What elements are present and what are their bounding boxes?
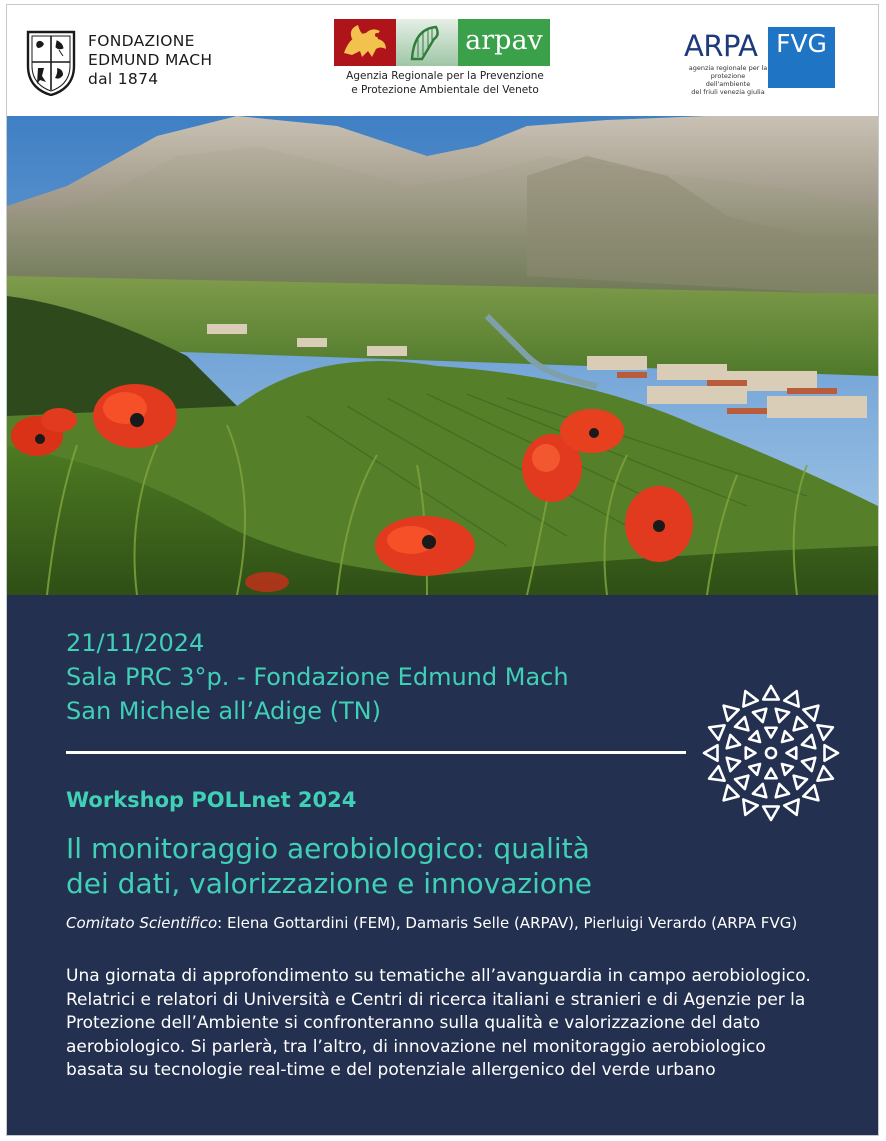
- emblem-triangle: [802, 735, 815, 748]
- emblem-triangle: [753, 709, 766, 722]
- scientific-committee: [66, 912, 797, 934]
- emblem-triangle: [803, 706, 818, 721]
- emblem-triangle: [794, 776, 807, 789]
- arpav-subtitle: [338, 69, 552, 97]
- fem-line-1: FONDAZIONE: [88, 32, 195, 50]
- arpav-subtitle-line-2: e Protezione Ambientale del Veneto: [351, 84, 539, 96]
- emblem-triangle: [727, 735, 740, 748]
- arpav-wordmark: arpav: [458, 19, 550, 66]
- emblem-triangle: [735, 717, 748, 730]
- arpa-fvg-subtitle: [688, 64, 768, 96]
- committee-members: : Elena Gottardini (FEM), Damaris Selle (ARPAV), Pierluigi Verardo (ARPA FVG): [217, 914, 798, 932]
- emblem-triangle: [825, 745, 839, 761]
- emblem-triangle: [802, 758, 815, 771]
- emblem-triangle: [749, 764, 760, 775]
- emblem-triangle: [817, 766, 832, 780]
- workshop-title-line-2: dei dati, valorizzazione e innovazione: [66, 867, 592, 900]
- workshop-title-line-1: Il monitoraggio aerobiologico: qualità: [66, 832, 590, 865]
- fvg-box: FVG: [768, 27, 835, 88]
- fem-line-2: EDMUND MACH: [88, 51, 213, 69]
- emblem-triangle: [763, 807, 779, 821]
- arpav-mark: [334, 19, 550, 66]
- event-description: Una giornata di approfondimento su tematiche all’avanguardia in campo aerobiologico. Relatrici e relatori di Università e Centri di ricerca italiani e stranieri e di Agenzie per la Protezione dell’Ambiente si confronteranno sulla qualità e valorizzazione del dato aerobiologico. Si parlerà, tra l’altro, di innovazione nel monitoraggio aerobiologico basata su tecnologie real-time e del potenziale allergenico del verde urbano: [66, 966, 811, 1080]
- pollen-grain-icon: [701, 683, 841, 823]
- emblem-triangle: [794, 717, 807, 730]
- emblem-triangle: [746, 747, 756, 758]
- event-venue: Sala PRC 3°p. - Fondazione Edmund Mach: [66, 663, 569, 691]
- event-info: [66, 626, 569, 728]
- emblem-triangle: [709, 766, 724, 780]
- emblem-triangle: [724, 785, 739, 800]
- emblem-triangle: [743, 799, 757, 814]
- fem-line-3: dal 1874: [88, 70, 159, 88]
- arpav-logo: [334, 19, 554, 99]
- arpav-subtitle-line-1: Agenzia Regionale per la Prevenzione: [346, 70, 544, 82]
- emblem-triangle: [784, 691, 798, 706]
- emblem-triangle: [782, 731, 793, 742]
- fem-seal-icon: [24, 26, 78, 96]
- emblem-triangle: [817, 725, 832, 739]
- emblem-triangle: [704, 745, 718, 761]
- emblem-triangle: [727, 758, 740, 771]
- emblem-triangle: [765, 769, 776, 779]
- emblem-triangle: [709, 725, 724, 739]
- emblem-triangle: [749, 731, 760, 742]
- emblem-triangle: [803, 785, 818, 800]
- logo-header: [7, 5, 878, 116]
- winged-lion-icon: [334, 19, 396, 66]
- arpa-fvg-subtitle-line-3: del friuli venezia giulia: [691, 88, 765, 96]
- emblem-triangle: [787, 747, 797, 758]
- emblem-triangle: [735, 776, 748, 789]
- emblem-triangle: [765, 728, 776, 738]
- fem-logo: [24, 26, 264, 96]
- emblem-triangle: [782, 764, 793, 775]
- emblem-triangle: [776, 709, 789, 722]
- emblem-triangle: [743, 691, 757, 706]
- arpa-fvg-logo: [684, 27, 844, 96]
- divider: [66, 751, 686, 754]
- arpa-fvg-subtitle-line-1: agenzia regionale per la: [688, 64, 768, 72]
- emblem-center: [766, 748, 776, 758]
- emblem-triangle: [776, 784, 789, 797]
- committee-label: Comitato Scientifico: [66, 914, 218, 932]
- fem-wordmark: [88, 32, 212, 89]
- arpa-fvg-subtitle-line-2: protezione dell'ambiente: [705, 72, 751, 88]
- event-date: 21/11/2024: [66, 629, 205, 657]
- arpa-wordmark: ARPA: [684, 29, 758, 63]
- emblem-triangle: [753, 784, 766, 797]
- harp-icon: [396, 19, 458, 66]
- workshop-name: Workshop POLLnet 2024: [66, 788, 357, 812]
- emblem-triangle: [724, 706, 739, 721]
- workshop-title: [66, 831, 766, 901]
- emblem-triangle: [784, 799, 798, 814]
- emblem-triangle: [763, 686, 779, 700]
- event-place: San Michele all’Adige (TN): [66, 697, 381, 725]
- info-panel: [7, 595, 878, 1135]
- valley-poppies-photo: [7, 116, 878, 595]
